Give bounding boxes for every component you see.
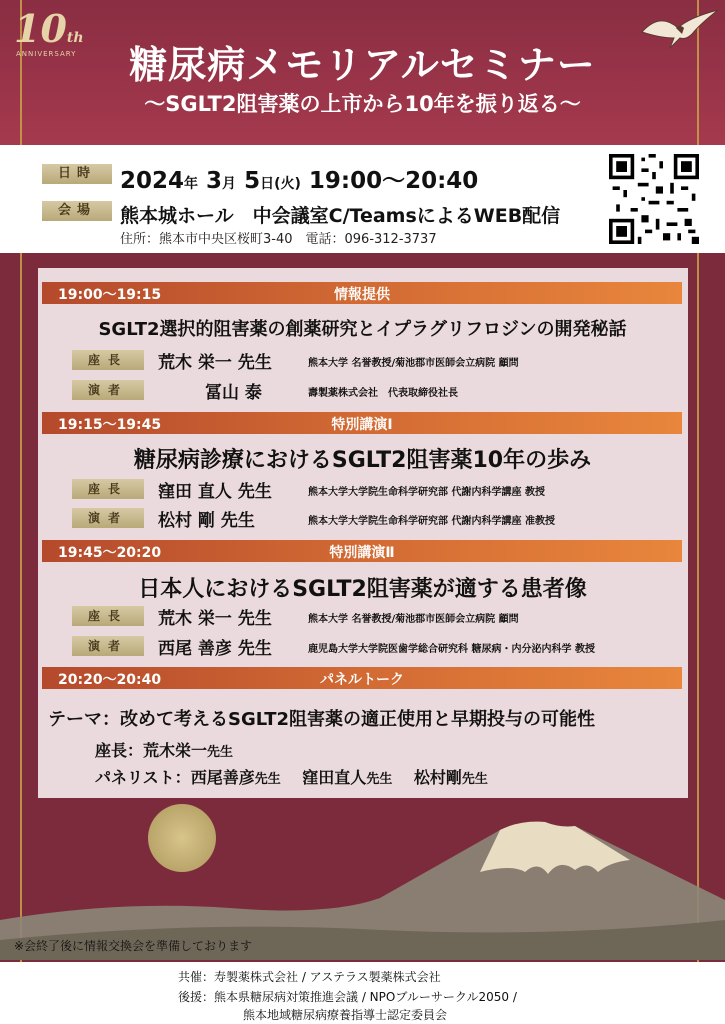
speaker-label: 演者 [72, 380, 144, 400]
session-name: 特別講演Ⅱ [329, 545, 395, 561]
speaker-affiliation: 熊本大学大学院生命科学研究部 代謝内科学講座 准教授 [308, 516, 555, 527]
logo-number: 10 [14, 6, 67, 51]
event-datetime [120, 162, 478, 195]
support-text-2: 熊本地域糖尿病療養指導士認定委員会 [243, 1008, 448, 1022]
session-bar-1 [42, 282, 682, 304]
session-time: 19:45～20:20 [58, 545, 162, 561]
chair-name: 荒木 栄一 先生 [158, 353, 272, 373]
datetime-label: 日時 [42, 164, 112, 184]
speaker-label: 演者 [72, 636, 144, 656]
page-title: 糖尿病メモリアルセミナー [129, 43, 596, 87]
date-time: 19:00～20:40 [308, 168, 479, 194]
venue-label: 会場 [42, 201, 112, 221]
chair-name: 窪田 直人 先生 [158, 482, 272, 502]
panelist-name: 窪田直人 [302, 768, 367, 787]
panel-chair [95, 738, 233, 761]
honorific: 先生 [254, 772, 281, 787]
footer [0, 962, 725, 1024]
date-year-unit: 年 [184, 176, 199, 192]
speaker-affiliation: 鹿児島大学大学院医歯学総合研究科 糖尿病・内分泌内科学 教授 [308, 644, 595, 655]
chair-label: 座長 [72, 350, 144, 370]
session-time: 20:20～20:40 [58, 672, 162, 688]
lecture-title: SGLT2選択的阻害薬の創薬研究とイプラグリフロジンの開発秘話 [98, 319, 627, 340]
cohost-text: 共催：寿製薬株式会社 / アステラス製薬株式会社 [178, 970, 441, 984]
speaker-affiliation: 壽製薬株式会社 代表取締役社長 [308, 388, 458, 399]
date-month-unit: 月 [222, 176, 237, 192]
speaker-name: 西尾 善彦 先生 [158, 639, 272, 659]
sun [148, 804, 216, 872]
date-month: 3 [206, 168, 223, 194]
honorific: 先生 [207, 745, 234, 760]
logo-caption: ANNIVERSARY [16, 50, 77, 58]
speaker-label: 演者 [72, 508, 144, 528]
session-name: 情報提供 [334, 287, 390, 303]
qr-code[interactable] [609, 154, 699, 244]
session-bar-3 [42, 540, 682, 562]
session-bar-panel [42, 667, 682, 689]
date-day-unit: 日 [260, 176, 275, 192]
session-bar-2 [42, 412, 682, 434]
venue-text: 熊本城ホール 中会議室C/TeamsによるWEB配信 [120, 205, 561, 227]
panelist-name: 松村剛 [413, 768, 462, 787]
logo-superscript: th [66, 30, 84, 46]
lecture-title: 糖尿病診療におけるSGLT2阻害薬10年の歩み [133, 448, 592, 473]
session-name: パネルトーク [320, 672, 404, 688]
session-time: 19:00～19:15 [58, 287, 162, 303]
panelists-label: パネリスト： [95, 768, 191, 787]
chair-label: 座長 [72, 606, 144, 626]
reception-note: ※会終了後に情報交換会を準備しております [14, 939, 253, 953]
panel-theme: テーマ：改めて考えるSGLT2阻害薬の適正使用と早期投与の可能性 [48, 709, 596, 730]
lecture-title: 日本人におけるSGLT2阻害薬が適する患者像 [138, 577, 587, 602]
date-year: 2024 [120, 168, 185, 194]
panelist-name: 西尾善彦 [190, 768, 255, 787]
honorific: 先生 [366, 772, 393, 787]
page-subtitle: ～SGLT2阻害薬の上市から10年を振り返る～ [144, 92, 581, 116]
event-info [0, 145, 725, 253]
speaker-name: 冨山 泰 [205, 383, 262, 403]
chair-label: 座長 [72, 479, 144, 499]
session-time: 19:15～19:45 [58, 417, 162, 433]
chair-name: 荒木 栄一 先生 [158, 609, 272, 629]
address-text: 住所：熊本市中央区桜町3-40 電話：096-312-3737 [120, 232, 437, 247]
speaker-name: 松村 剛 先生 [158, 511, 255, 531]
honorific: 先生 [461, 772, 488, 787]
chair-affiliation: 熊本大学 名誉教授/菊池郡市医師会立病院 顧問 [308, 614, 519, 625]
support-text-1: 後援：熊本県糖尿病対策推進会議 / NPOブルーサークル2050 / [178, 990, 517, 1004]
session-name: 特別講演Ⅰ [331, 417, 393, 433]
panel-chair-name: 座長：荒木栄一 [95, 741, 208, 760]
mount-fuji-scenery [0, 780, 725, 960]
chair-affiliation: 熊本大学大学院生命科学研究部 代謝内科学講座 教授 [308, 487, 545, 498]
date-weekday: (火) [274, 176, 301, 192]
chair-affiliation: 熊本大学 名誉教授/菊池郡市医師会立病院 顧問 [308, 358, 519, 369]
date-day: 5 [244, 168, 261, 194]
